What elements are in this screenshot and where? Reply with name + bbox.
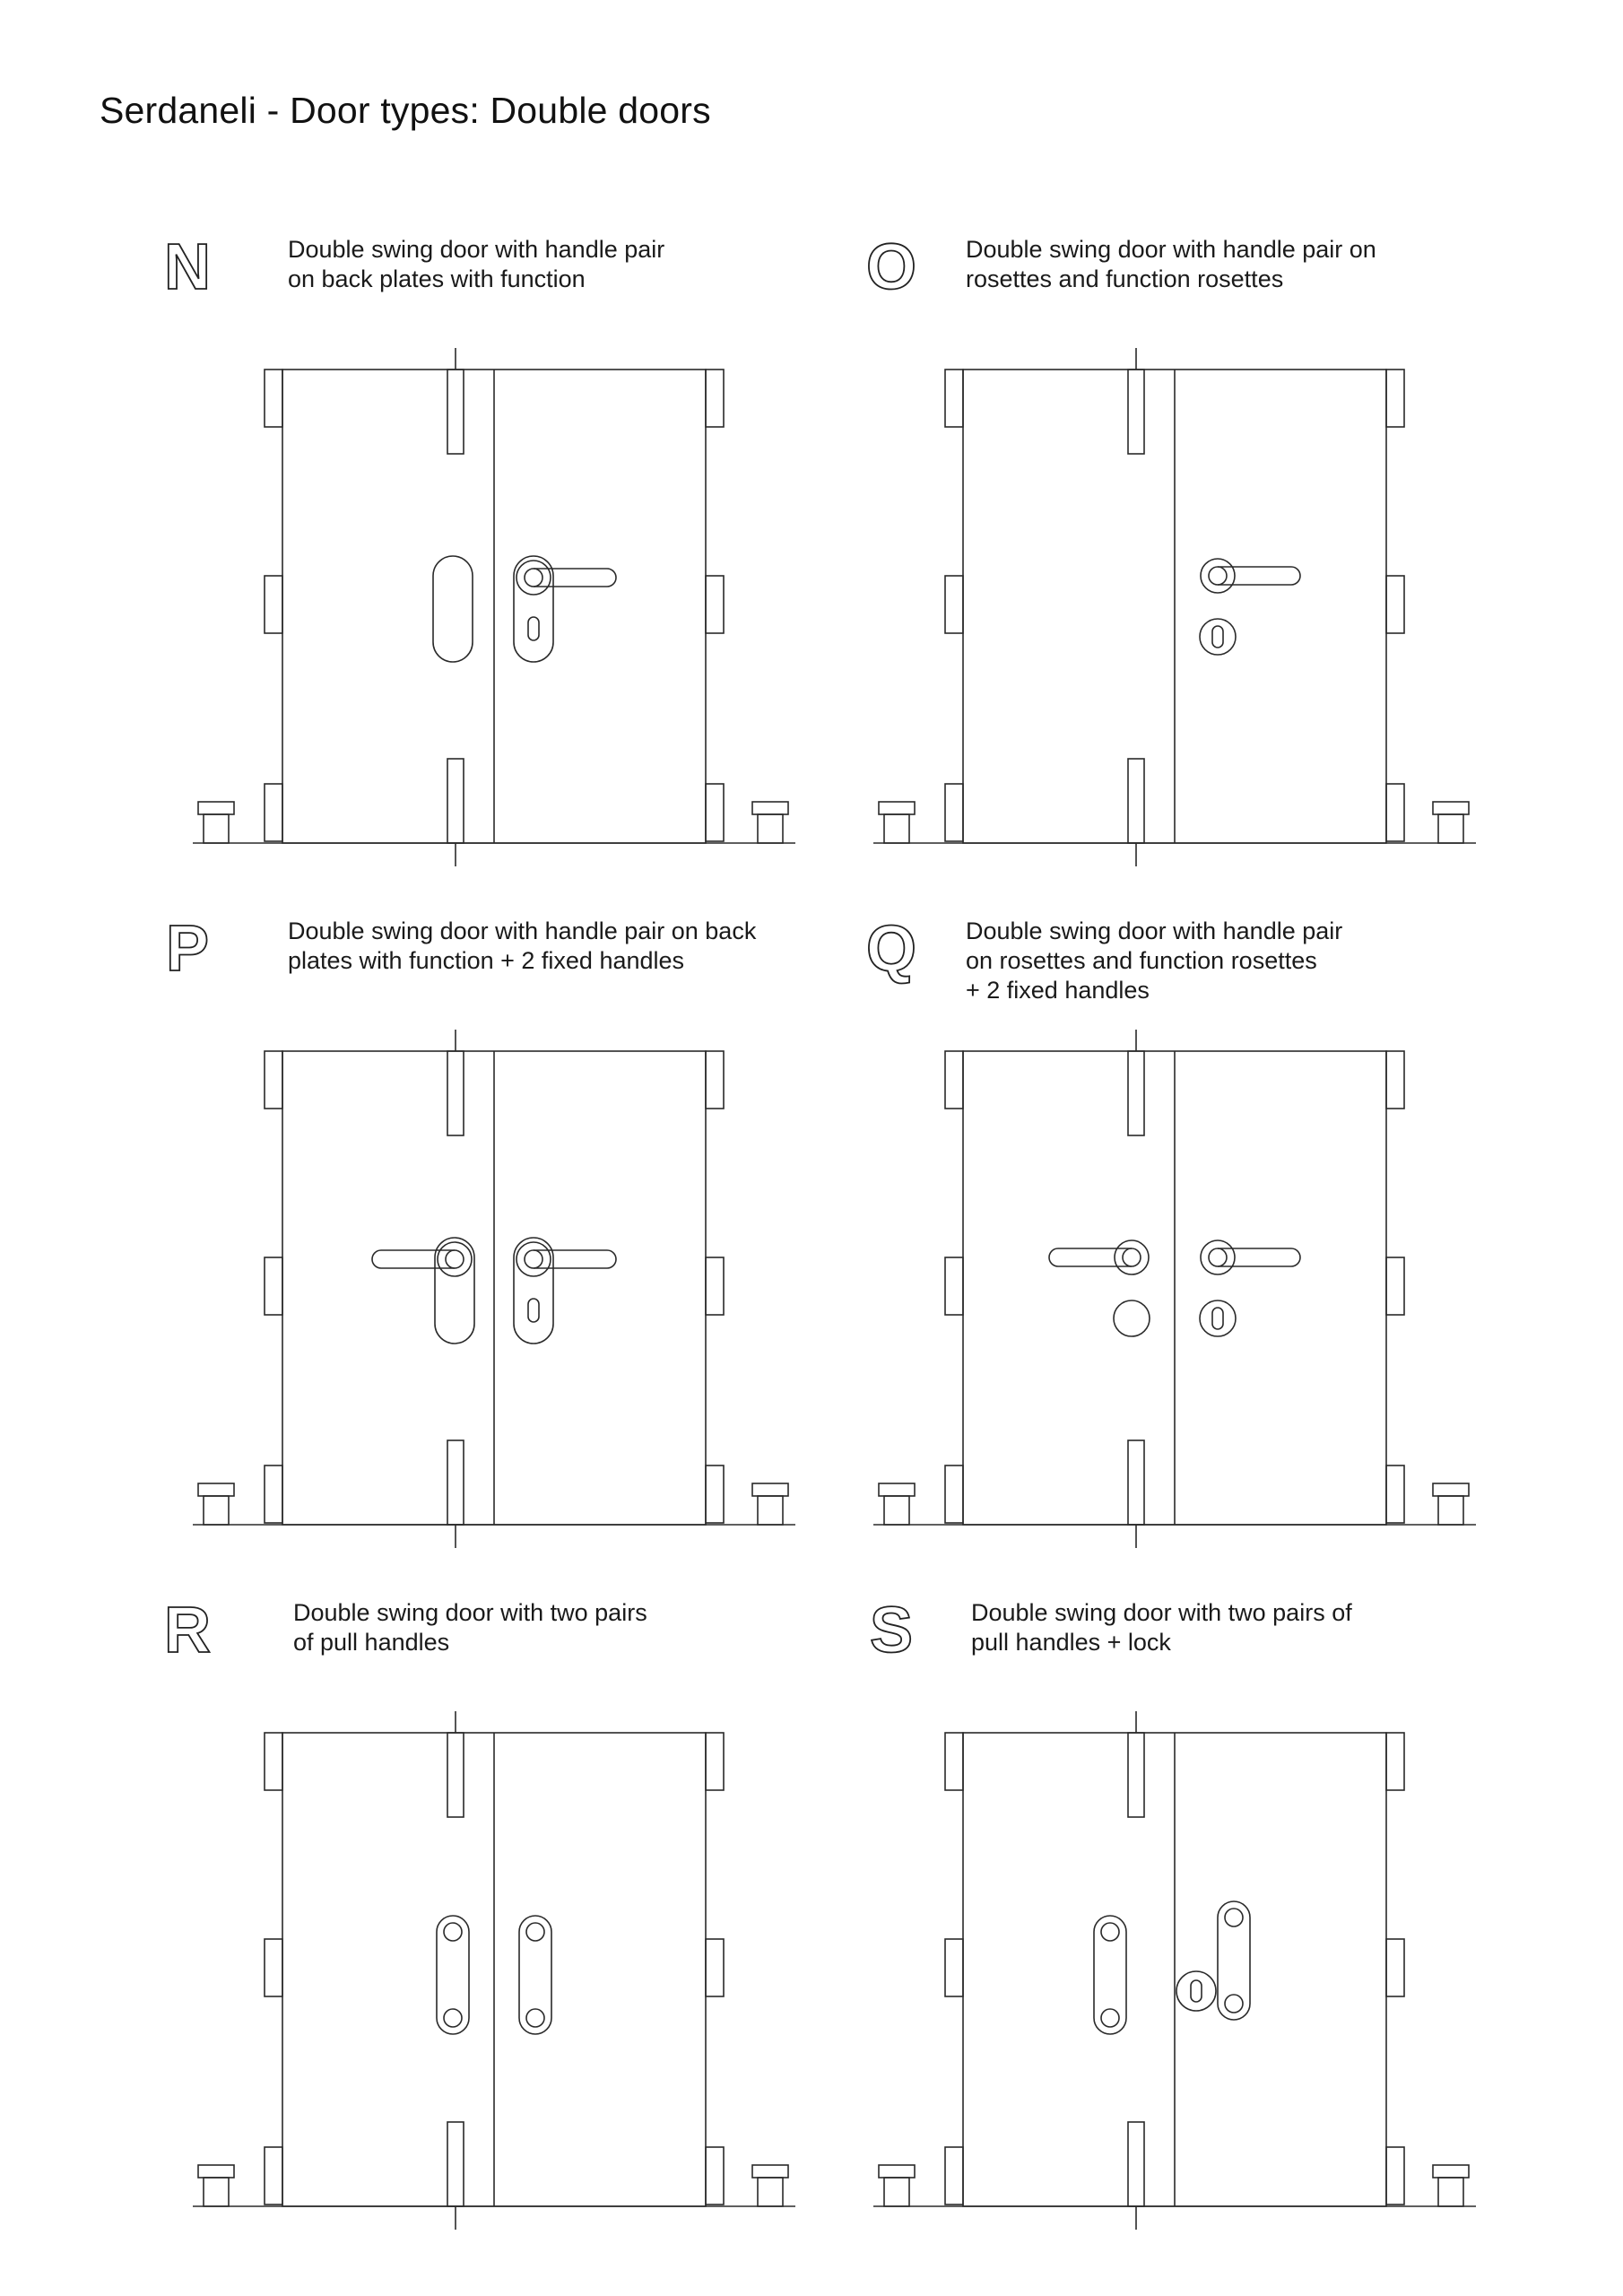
description-line: rosettes and function rosettes [966,265,1284,292]
door-type-letter-badge [865,231,950,307]
letter-o-outline: O [865,231,917,303]
letter-r-outline: R [164,1595,211,1666]
description-line: of pull handles [293,1629,450,1656]
door-type-letter-badge [100,1595,211,1670]
door-type-s [869,1595,1569,2289]
door-type-q [865,913,1569,1607]
door-type-letter-badge [100,913,210,988]
door-type-letter-badge [869,1595,950,1670]
description-line: + 2 fixed handles [966,977,1150,1004]
letter-s-outline: S [869,1595,914,1666]
letter-q-outline: Q [865,913,917,985]
letter-p-outline: P [165,913,210,985]
door-type-description [966,917,1540,1005]
door-type-description [288,235,862,294]
description-line: Double swing door with two pairs of [971,1599,1352,1626]
description-line: plates with function + 2 fixed handles [288,947,685,974]
door-type-description [966,235,1540,294]
door-type-description [288,917,862,976]
description-line: pull handles + lock [971,1629,1171,1656]
door-type-n [100,231,799,926]
door-type-description [971,1598,1545,1657]
door-type-letter-badge [865,913,950,988]
letter-n-outline: N [164,231,211,303]
door-type-letter-badge [100,231,211,307]
description-line: Double swing door with handle pair on back [288,918,757,944]
description-line: Double swing door with two pairs [293,1599,647,1626]
description-line: on rosettes and function rosettes [966,947,1317,974]
description-line: Double swing door with handle pair [966,918,1343,944]
page-title: Serdaneli - Door types: Double doors [100,90,711,131]
door-type-o [865,231,1569,926]
door-type-description [293,1598,867,1657]
door-type-p [100,913,799,1607]
description-line: on back plates with function [288,265,586,292]
description-line: Double swing door with handle pair on [966,236,1376,263]
door-type-r [100,1595,799,2289]
description-line: Double swing door with handle pair [288,236,665,263]
